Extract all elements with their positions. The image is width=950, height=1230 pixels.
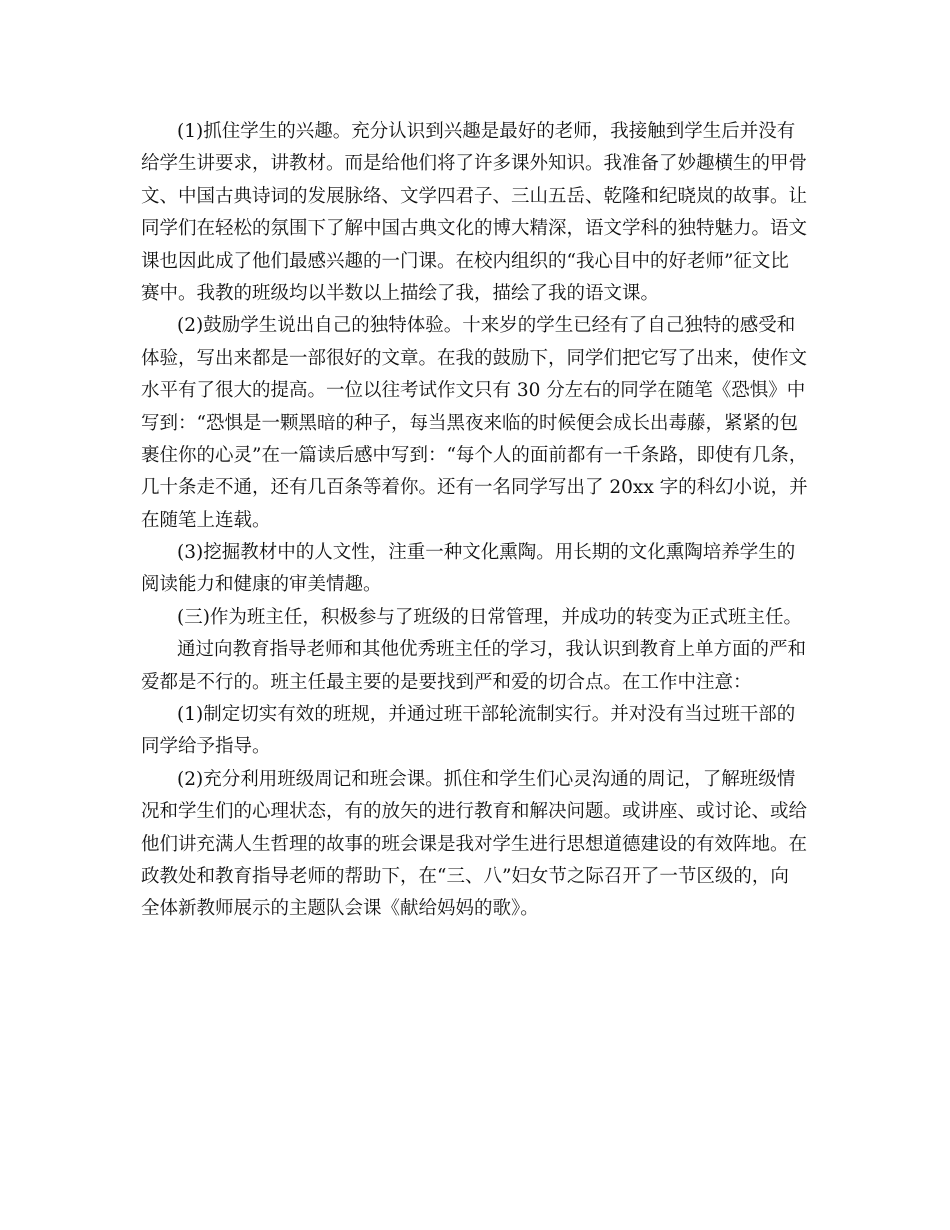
text-line: 全体新教师展示的主题队会课《献给妈妈的歌》。 [141, 898, 539, 920]
text-line: 文、中国古典诗词的发展脉络、文学四君子、三山五岳、乾隆和纪晓岚的故事。让 [141, 185, 808, 207]
text-line: 阅读能力和健康的审美情趣。 [141, 574, 382, 596]
text-line: 给学生讲要求，讲教材。而是给他们将了许多课外知识。我准备了妙趣横生的甲骨 [141, 153, 808, 175]
text-line: 水平有了很大的提高。一位以往考试作文只有 30 分左右的同学在随笔《恐惧》中 [141, 380, 806, 402]
text-line: 况和学生们的心理状态，有的放矢的进行教育和解决问题。或讲座、或讨论、或给 [141, 801, 808, 823]
text-line: (2)鼓励学生说出自己的独特体验。十来岁的学生已经有了自己独特的感受和 [177, 315, 796, 337]
text-line: 几十条走不通，还有几百条等着你。还有一名同学写出了 20xx 字的科幻小说，并 [141, 477, 808, 499]
text-line: 通过向教育指导老师和其他优秀班主任的学习，我认识到教育上单方面的严和 [177, 639, 807, 661]
document-body [141, 116, 821, 926]
text-line: (1)制定切实有效的班规，并通过班干部轮流制实行。并对没有当过班干部的 [177, 704, 796, 726]
text-line: (1)抓住学生的兴趣。充分认识到兴趣是最好的老师，我接触到学生后并没有 [177, 121, 796, 142]
text-line: (2)充分利用班级周记和班会课。抓住和学生们心灵沟通的周记，了解班级情 [177, 768, 796, 790]
text-line: 爱都是不行的。班主任最主要的是要找到严和爱的切合点。在工作中注意： [141, 671, 752, 693]
text-line: (3)挖掘教材中的人文性，注重一种文化熏陶。用长期的文化熏陶培养学生的 [177, 542, 796, 564]
text-line: 同学给予指导。 [141, 736, 271, 758]
text-line: 在随笔上连载。 [141, 509, 271, 531]
text-line: 体验，写出来都是一部很好的文章。在我的鼓励下，同学们把它写了出来，使作文 [141, 347, 808, 369]
text-line: (三)作为班主任，积极参与了班级的日常管理，并成功的转变为正式班主任。 [177, 606, 802, 628]
text-line: 写到：“恐惧是一颗黑暗的种子，每当黑夜来临的时候便会成长出毒藤，紧紧的包 [141, 412, 798, 434]
text-line: 课也因此成了他们最感兴趣的一门课。在校内组织的“我心目中的好老师”征文比 [141, 250, 789, 272]
text-line: 政教处和教育指导老师的帮助下，在“三、八”妇女节之际召开了一节区级的，向 [141, 865, 789, 887]
text-line: 他们讲充满人生哲理的故事的班会课是我对学生进行思想道德建设的有效阵地。在 [141, 833, 808, 855]
text-line: 赛中。我教的班级均以半数以上描绘了我，描绘了我的语文课。 [141, 282, 660, 304]
text-line: 同学们在轻松的氛围下了解中国古典文化的博大精深，语文学科的独特魅力。语文 [141, 218, 808, 240]
text-line: 裹住你的心灵”在一篇读后感中写到：“每个人的面前都有一千条路，即使有几条， [141, 444, 808, 466]
